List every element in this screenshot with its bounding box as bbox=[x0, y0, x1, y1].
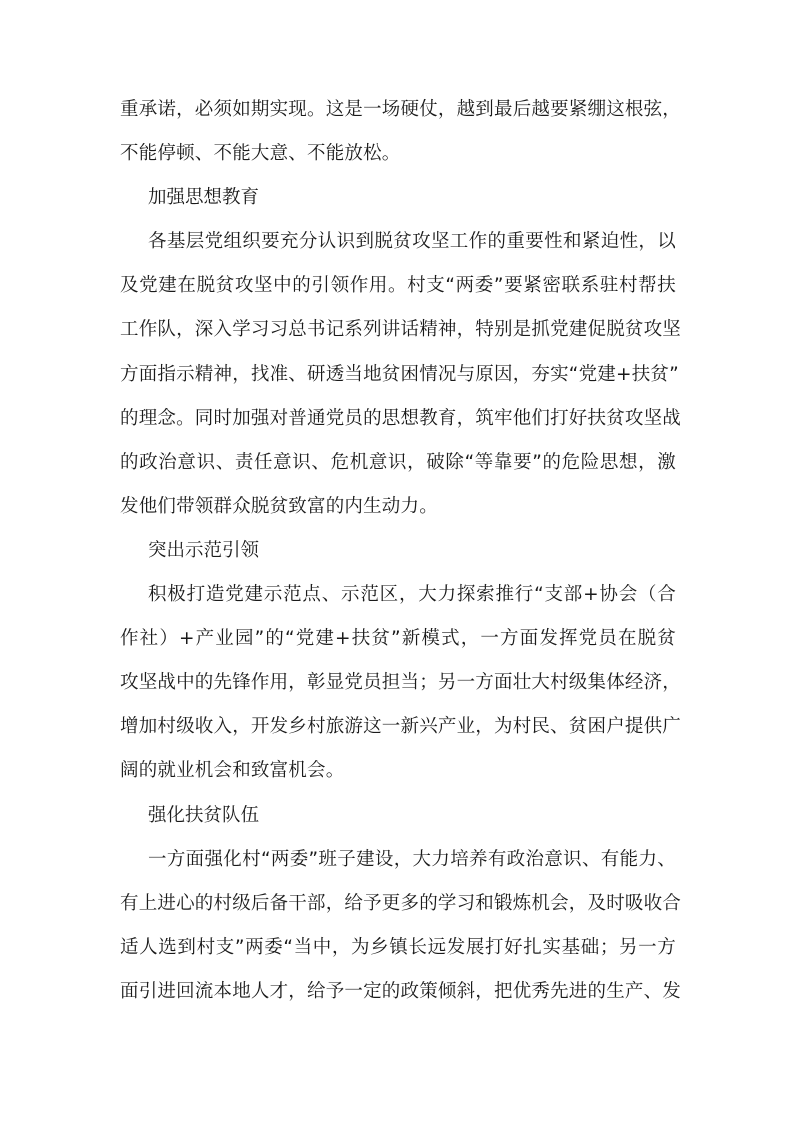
body-text-line: 的政治意识、责任意识、危机意识，破除“等靠要”的危险思想，激 bbox=[120, 451, 676, 473]
body-text-line: 及党建在脱贫攻坚中的引领作用。村支“两委”要紧密联系驻村帮扶 bbox=[120, 275, 676, 297]
body-text-line: 面引进回流本地人才，给予一定的政策倾斜，把优秀先进的生产、发 bbox=[120, 980, 682, 1002]
body-text-line: 重承诺，必须如期实现。这是一场硬仗，越到最后越要紧绷这根弦， bbox=[120, 99, 682, 120]
body-text-line: 增加村级收入，开发乡村旅游这一新兴产业，为村民、贫困户提供广 bbox=[120, 716, 682, 738]
body-text-line: 发他们带领群众脱贫致富的内生动力。 bbox=[120, 495, 438, 517]
body-text-line: 攻坚战中的先锋作用，彰显党员担当；另一方面壮大村级集体经济， bbox=[120, 672, 682, 694]
section-heading: 强化扶贫队伍 bbox=[148, 804, 260, 826]
body-text-line: 各基层党组织要充分认识到脱贫攻坚工作的重要性和紧迫性，以 bbox=[148, 231, 676, 253]
body-text-line: 一方面强化村“两委”班子建设，大力培养有政治意识、有能力、 bbox=[148, 848, 676, 870]
body-text-line: 有上进心的村级后备干部，给予更多的学习和锻炼机会，及时吸收合 bbox=[120, 892, 682, 914]
body-text-line: 阔的就业机会和致富机会。 bbox=[120, 760, 345, 782]
body-text-line: 的理念。同时加强对普通党员的思想教育，筑牢他们打好扶贫攻坚战 bbox=[120, 407, 682, 429]
section-heading: 加强思想教育 bbox=[148, 187, 260, 209]
body-text-line: 不能停顿、不能大意、不能放松。 bbox=[120, 143, 401, 165]
section-heading: 突出示范引领 bbox=[148, 539, 260, 561]
body-text-line: 方面指示精神，找准、研透当地贫困情况与原因，夯实“党建+扶贫” bbox=[120, 363, 679, 385]
body-text-line: 作社）+产业园”的“党建+扶贫”新模式，一方面发挥党员在脱贫 bbox=[120, 628, 676, 650]
body-text-line: 工作队，深入学习习总书记系列讲话精神，特别是抓党建促脱贫攻坚 bbox=[120, 319, 682, 341]
body-text-line: 适人选到村支”两委“当中，为乡镇长远发展打好扎实基础；另一方 bbox=[120, 936, 676, 958]
body-text-line: 积极打造党建示范点、示范区，大力探索推行“支部+协会（合 bbox=[148, 584, 676, 606]
document-page bbox=[120, 98, 682, 1024]
